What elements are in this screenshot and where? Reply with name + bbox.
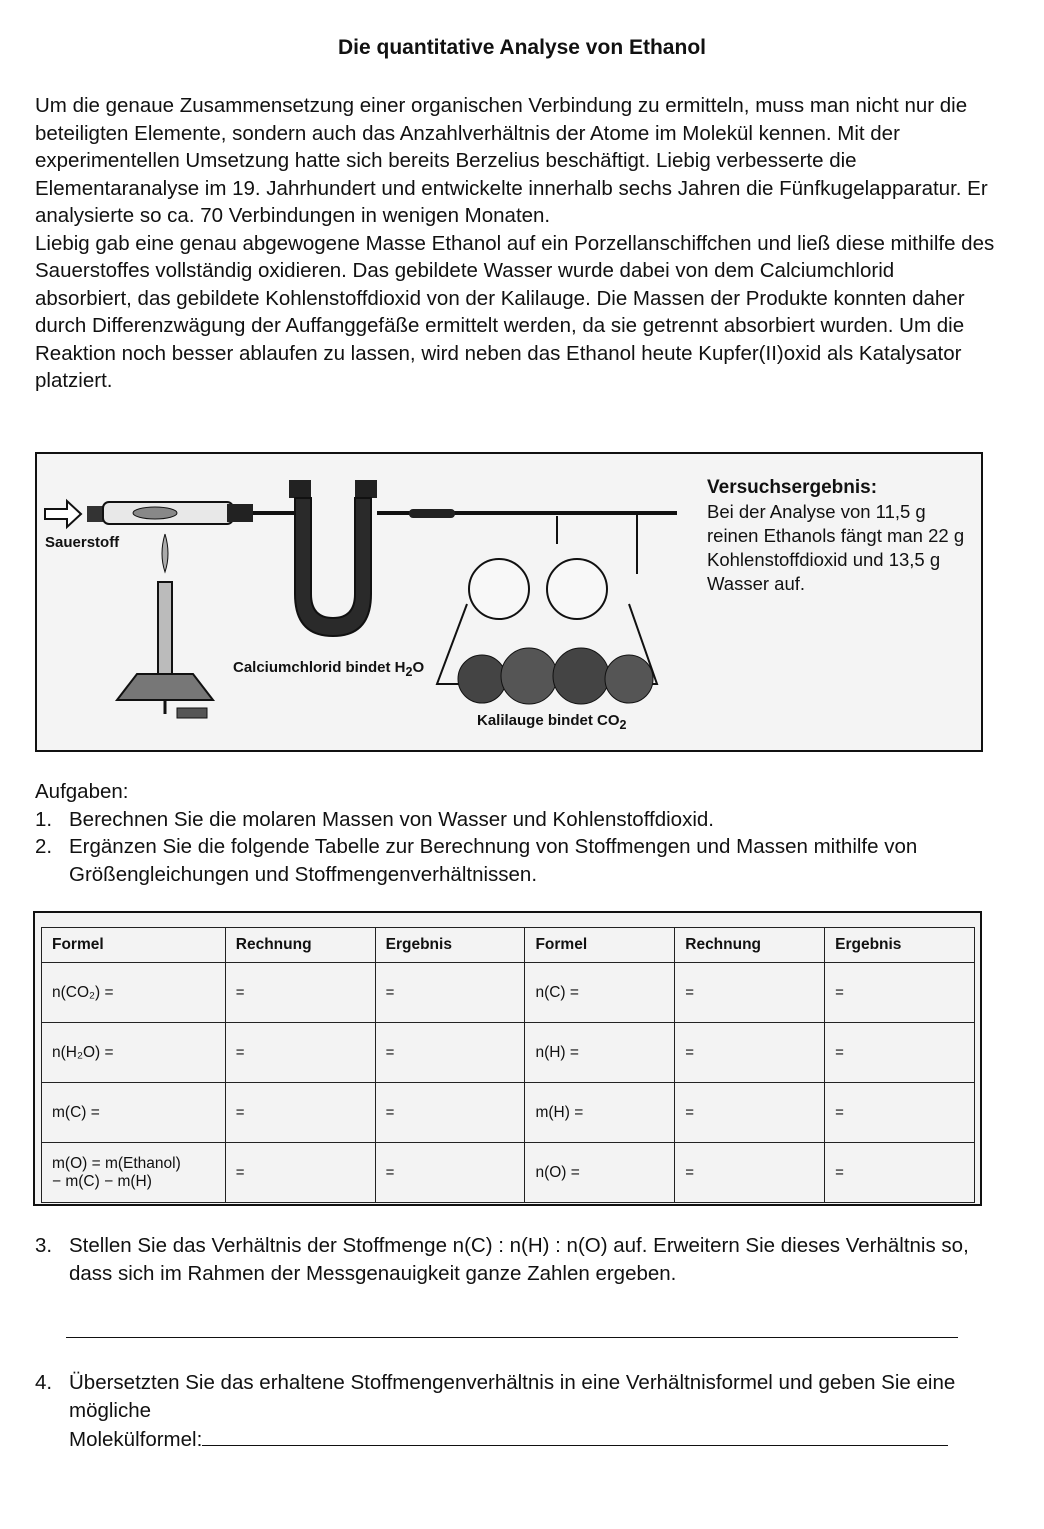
table-row: n(H₂O) = = = n(H) = = = bbox=[42, 1023, 975, 1083]
question-3: 3. Stellen Sie das Verhältnis der Stoffmenge n(C) : n(H) : n(O) auf. Erweitern Sie dieses Verhältnis so, dass sich im Rahmen der Messgenauigkeit ganze Zahlen ergeben. bbox=[35, 1234, 969, 1285]
combustion-tube bbox=[87, 502, 297, 524]
table-row: m(O) = m(Ethanol) − m(C) − m(H) = = n(O) = = = bbox=[42, 1143, 975, 1203]
page-title: Die quantitative Analyse von Ethanol bbox=[338, 36, 706, 59]
oxygen-arrow-icon bbox=[45, 501, 81, 527]
answer-line-4[interactable] bbox=[202, 1425, 948, 1446]
table-row: n(CO₂) = = = n(C) = = = bbox=[42, 963, 975, 1023]
table-header-row: Formel Rechnung Ergebnis Formel Rechnung Ergebnis bbox=[42, 928, 975, 963]
label-kalilauge: Kalilauge bindet $CO_2$ bbox=[477, 712, 627, 732]
answer-line-3[interactable] bbox=[66, 1337, 958, 1338]
kaliapparat-bulbs bbox=[437, 513, 657, 704]
intro-text bbox=[35, 92, 995, 395]
experiment-result-box bbox=[707, 476, 977, 596]
table-row: m(C) = = = m(H) = = = bbox=[42, 1083, 975, 1143]
result-text: Bei der Analyse von 11,5 g reinen Ethanols fängt man 22 g Kohlenstoffdioxid und 13,5 g Wasser auf. bbox=[707, 501, 965, 594]
result-heading: Versuchsergebnis: bbox=[707, 477, 878, 498]
intro-paragraph-2: Liebig gab eine genau abgewogene Masse Ethanol auf ein Porzellanschiffchen und ließ diese mithilfe des Sauerstoffes vollständig oxidieren. Das gebildete Wasser wurde dabei von dem Calciumchlorid absorbiert, das gebildete Kohlenstoffdioxid von der Kalilauge. Die Massen der Produkte konnten daher durch Differenzwägung der Auffanggefäße ermittelt werden, da sie getrennt absorbiert wurden. Um die Reaktion noch besser ablaufen zu lassen, wird neben das Ethanol heute Kupfer(II)oxid als Katalysator platziert. bbox=[35, 231, 995, 392]
question-4: 4. Übersetzten Sie das erhaltene Stoffmengenverhältnis in eine Verhältnisformel und geben Sie eine mögliche Molekülformel: bbox=[35, 1371, 956, 1451]
intro-paragraph-1: Um die genaue Zusammensetzung einer organischen Verbindung zu ermitteln, muss man nicht nur die beteiligten Elemente, sondern auch das Anzahlverhältnis der Atome im Molekül kennen. Mit der experimentellen Umsetzung hatte sich bereits Berzelius beschäftigt. Liebig verbesserte die Elementaranalyse im 19. Jahrhundert und entwickelte innerhalb sechs Jahren die Fünfkugelapparatur. Er analysierte so ca. 70 Verbindungen in wenigen Monaten. bbox=[35, 94, 988, 227]
calculation-table-box bbox=[33, 911, 982, 1206]
tasks-heading: Aufgaben: bbox=[35, 780, 129, 803]
task-1: 1. Berechnen Sie die molaren Massen von Wasser und Kohlenstoffdioxid. bbox=[35, 807, 714, 831]
tasks-section bbox=[35, 778, 995, 888]
label-oxygen: Sauerstoff bbox=[45, 534, 120, 551]
label-calcium-chloride: Calciumchlorid bindet $H_2O$ bbox=[233, 659, 425, 679]
apparatus-figure bbox=[35, 452, 983, 752]
calculation-table bbox=[41, 927, 975, 1203]
bunsen-burner bbox=[117, 534, 213, 718]
task-2: 2. Ergänzen Sie die folgende Tabelle zur Berechnung von Stoffmengen und Massen mithilfe von Größengleichungen und Stoffmengenverhältnissen. bbox=[35, 835, 918, 886]
